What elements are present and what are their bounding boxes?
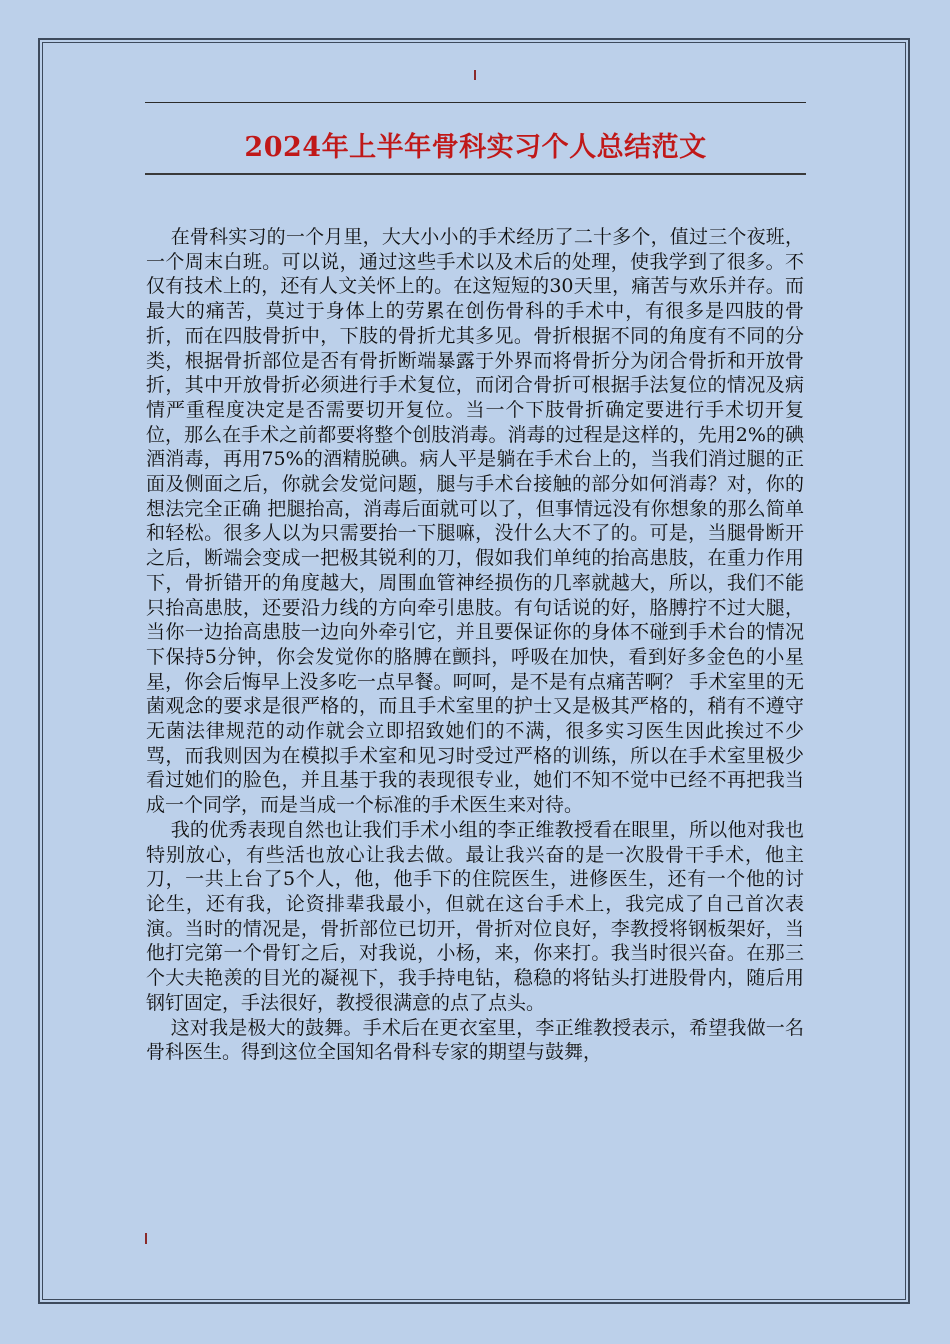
title-underline-rule [145, 173, 806, 175]
body-paragraph-1: 在骨科实习的一个月里，大大小小的手术经历了二十多个，值过三个夜班，一个周末白班。可以说，通过这些手术以及术后的处理，使我学到了很多。不仅有技术上的，还有人文关怀上的。在这短短的30天里，痛苦与欢乐并存。而最大的痛苦，莫过于身体上的劳累在创伤骨科的手术中，有很多是四肢的骨折，而在四肢骨折中，下肢的骨折尤其多见。骨折根据不同的角度有不同的分类，根据骨折部位是否有骨折断端暴露于外界而将骨折分为闭合骨折和开放骨折，其中开放骨折必须进行手术复位，而闭合骨折可根据手法复位的情况及病情严重程度决定是否需要切开复位。当一个下肢骨折确定要进行手术切开复位，那么在手术之前都要将整个创肢消毒。消毒的过程是这样的，先用2%的碘酒消毒，再用75%的酒精脱碘。病人平是躺在手术台上的，当我们消过腿的正面及侧面之后，你就会发觉问题，腿与手术台接触的部分如何消毒？对，你的想法完全正确 把腿抬高，消毒后面就可以了，但事情远没有你想象的那么简单和轻松。很多人以为只需要抬一下腿嘛，没什么大不了的。可是，当腿骨断开之后，断端会变成一把极其锐利的刀，假如我们单纯的抬高患肢，在重力作用下，骨折错开的角度越大，周围血管神经损伤的几率就越大，所以，我们不能只抬高患肢，还要沿力线的方向牵引患肢。有句话说的好，胳膊拧不过大腿，当你一边抬高患肢一边向外牵引它，并且要保证你的身体不碰到手术台的情况下保持5分钟，你会发觉你的胳膊在颤抖，呼吸在加快，看到好多金色的小星星，你会后悔早上没多吃一点早餐。呵呵，是不是有点痛苦啊？ 手术室里的无菌观念的要求是很严格的，而且手术室里的护士又是极其严格的，稍有不遵守无菌法律规范的动作就会立即招致她们的不满，很多实习医生因此挨过不少骂，而我则因为在模拟手术室和见习时受过严格的训练，所以在手术室里极少看过她们的脸色，并且基于我的表现很专业，她们不知不觉中已经不再把我当成一个同学，而是当成一个标准的手术医生来对待。 [146, 226, 804, 817]
body-paragraph-3: 这对我是极大的鼓舞。手术后在更衣室里，李正维教授表示，希望我做一名骨科医生。得到这位全国知名骨科专家的期望与鼓舞， [146, 1016, 804, 1064]
body-paragraph-2: 我的优秀表现自然也让我们手术小组的李正维教授看在眼里，所以他对我也特别放心，有些活也放心让我去做。最让我兴奋的是一次股骨干手术，他主刀，一共上台了5个人，他，他手下的住院医生，进修医生，还有一个他的讨论生，还有我，论资排辈我最小，但就在这台手术上，我完成了自己首次表演。当时的情况是，骨折部位已切开，骨折对位良好，李教授将钢板架好，当他打完第一个骨钉之后，对我说，小杨，来，你来打。我当时很兴奋。在那三个大夫艳羡的目光的凝视下，我手持电钻，稳稳的将钻头打进股骨内，随后用钢钉固定，手法很好，教授很满意的点了点头。 [146, 818, 804, 1014]
document-title: 2024年上半年骨科实习个人总结范文 [244, 132, 707, 163]
document-body [146, 225, 804, 1065]
header-rule [145, 102, 806, 103]
footer-cursor-mark [145, 1233, 147, 1244]
header-cursor-mark [474, 70, 476, 80]
